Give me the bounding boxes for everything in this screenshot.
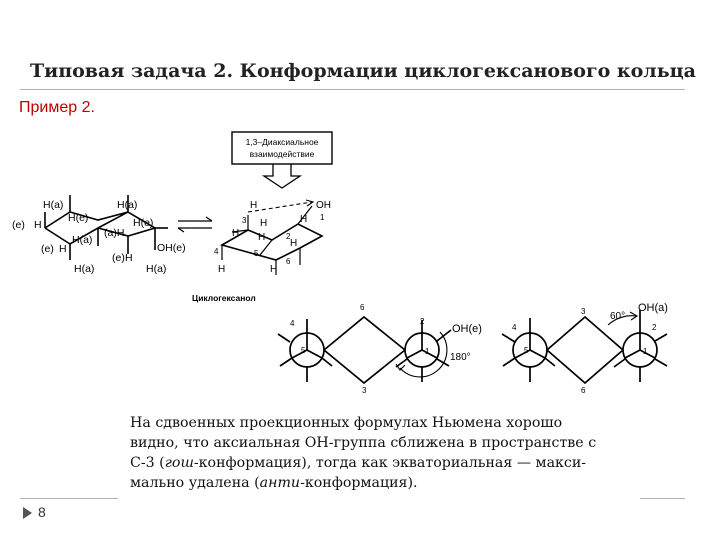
chair-right-label: 3 [242,216,247,225]
chair-left-label: H(a) [74,263,95,275]
chair-right-label: H [260,218,268,229]
newman-right-label: 1 [643,347,648,356]
newman-right-label: 3 [581,307,586,316]
newman-left-label: 2 [420,317,425,326]
chair-right-label: 1 [320,213,325,222]
chair-left-label: H(a) [146,263,167,275]
compound-name: Циклогексанол [192,293,256,303]
caption-line: видно, что аксиальная OH-группа сближена в пространстве с [130,435,597,451]
slide-title: Типовая задача 2. Конформации циклогексанового кольца [30,60,696,82]
chair-right-label: H [270,264,278,275]
chair-right-label: H [232,228,240,239]
chair-right-label: OH [316,200,331,211]
diaxial-callout [232,132,332,188]
chair-right-label: H [290,238,298,249]
chair-left-label: H [34,219,42,231]
newman-left-label: 1 [425,347,430,356]
chair-left-label: H [59,243,67,255]
chair-left-label: H(e) [133,217,154,229]
newman-right-label: 6 [581,386,586,395]
chair-right-label: H [250,200,258,211]
chair-left-label: (a)H [104,227,125,239]
caption-line: мально удалена (анти-конформация). [130,475,418,491]
chair-right-label: H [218,264,226,275]
caption-line: На сдвоенных проекционных формулах Ньюмена хорошо [130,415,563,431]
page-number: 8 [38,504,46,520]
title-divider [20,89,685,90]
anti-term: анти [259,475,301,491]
chair-left-label: H(a) [117,199,138,211]
newman-right-label: OH(a) [638,302,668,314]
figure-caption [130,413,630,493]
footer-divider-left [20,498,118,499]
chair-left-label: (e) [112,252,125,264]
chair-left-label: OH(e) [157,242,186,254]
chair-left-label: H(a) [72,234,93,246]
conformation-figure [0,120,720,420]
chair-right-label: 4 [214,247,219,256]
callout-arrow-icon [264,164,300,188]
callout-line-1: 1,3–Диаксиальное [245,137,319,147]
chair-left-label: H [125,252,133,264]
newman-right-label: 60° [610,311,626,322]
newman-left-label: 6 [360,303,365,312]
chair-right-label: 5 [254,249,259,258]
chair-left-label: (e) [41,243,54,255]
newman-left-label: 4 [290,319,295,328]
chair-right-label: 2 [286,232,291,241]
bullet-arrow-icon [22,506,34,520]
equilibrium-arrows-icon [178,217,212,232]
chair-right-label: H [300,214,308,225]
newman-right-label: 4 [512,323,517,332]
example-label: Пример 2. [19,99,95,116]
chair-right-label: H [258,232,266,243]
footer-divider-right [640,498,685,499]
chair-left-label: (e) [12,219,25,231]
newman-left-label: 180° [450,352,471,363]
chair-left-label: H(e) [68,212,89,224]
newman-left-label: OH(e) [452,323,482,335]
newman-left-label: 5 [301,346,306,355]
caption-line: C-3 (гош-конформация), тогда как экваториальная — макси- [130,455,587,471]
newman-left-label: 3 [362,386,367,395]
newman-right-label: 2 [652,323,657,332]
callout-line-2: взаимодействие [249,149,315,159]
newman-right-label: 5 [524,346,529,355]
gauche-term: гош [164,455,194,471]
chair-right-label: 6 [286,257,291,266]
chair-left-label: H(a) [43,199,64,211]
